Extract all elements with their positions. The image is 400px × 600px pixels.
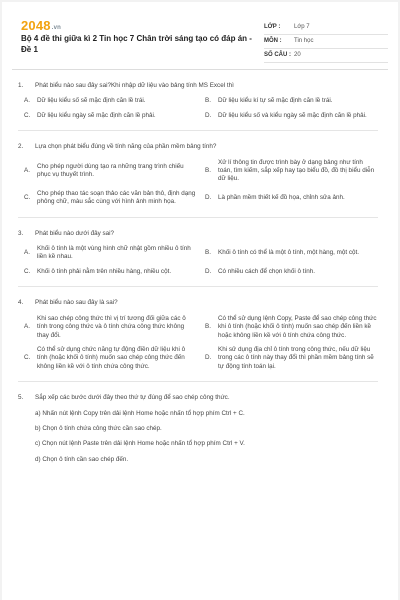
question-4-options	[18, 315, 378, 371]
question-5-steps	[18, 410, 378, 465]
question-1-options	[18, 97, 378, 120]
option-letter: A.	[24, 249, 30, 257]
option-text: Khi sao chép công thức thì vị trí tương đối giữa các ô tính trong công thức và ô tính chứa công thức không thay đổi.	[37, 314, 186, 339]
question-3-options	[18, 245, 378, 276]
meta-value-class: Lớp 7	[294, 24, 310, 30]
option-b[interactable]	[205, 97, 378, 105]
question-text: Phát biểu nào sau đây sai?Khi nhập dữ liệu vào bảng tính MS Excel thì	[35, 82, 234, 89]
question-3	[18, 230, 378, 277]
meta-row-class	[264, 21, 388, 35]
option-a[interactable]	[24, 245, 197, 262]
question-1-stem	[18, 82, 378, 90]
option-c[interactable]	[24, 190, 197, 207]
document-header	[12, 12, 388, 62]
question-2-stem	[18, 143, 378, 151]
question-1	[18, 82, 378, 120]
option-letter: B.	[205, 167, 211, 175]
option-text: Dữ liệu kiểu số sẽ mặc định căn lề trái.	[37, 97, 146, 105]
option-text: Khối ô tính phải nằm trên nhiều hàng, nhiều cột.	[37, 267, 172, 275]
question-number: 3.	[18, 229, 24, 237]
option-letter: B.	[205, 249, 211, 257]
question-5	[18, 394, 378, 464]
option-letter: C.	[24, 354, 31, 362]
site-logo[interactable]	[21, 18, 61, 33]
option-b[interactable]	[205, 249, 378, 257]
option-text: Có thể sử dụng chức năng tự động điền dữ liệu khi ô tính (hoặc khối ô tính) muốn sao chép công thức đến không liền kề với ô tính chứa công thức.	[37, 345, 186, 370]
step-line: b) Chọn ô tính chứa công thức cần sao chép.	[35, 424, 162, 432]
document-page	[2, 2, 398, 600]
meta-value-subject: Tin học	[294, 38, 314, 44]
option-letter: A.	[24, 167, 30, 175]
option-letter: D.	[205, 354, 212, 362]
question-5-stem	[18, 394, 378, 402]
step-line: c) Chọn nút lệnh Paste trên dải lệnh Home hoặc nhấn tổ hợp phím Ctrl + V.	[35, 440, 245, 448]
meta-row-count	[264, 49, 388, 63]
option-letter: D.	[205, 267, 212, 275]
option-b[interactable]	[205, 315, 378, 340]
option-d[interactable]	[205, 194, 378, 202]
question-4	[18, 299, 378, 371]
option-letter: A.	[24, 323, 30, 331]
option-text: Dữ liệu kiểu số và kiểu ngày sẽ mặc định căn lề phải.	[218, 111, 367, 119]
option-c[interactable]	[24, 346, 197, 371]
option-d[interactable]	[205, 112, 378, 120]
document-meta	[264, 21, 388, 63]
logo-suffix: .vn	[51, 25, 62, 31]
document-title: Bộ 4 đề thi giữa kì 2 Tin học 7 Chân trời sáng tạo có đáp án - Đề 1	[21, 34, 252, 54]
option-c[interactable]	[24, 112, 197, 120]
option-letter: C.	[24, 111, 31, 119]
option-text: Cho phép người dùng tạo ra những trang trình chiếu phục vụ thuyết trình.	[37, 162, 184, 179]
option-text: Là phần mềm thiết kế đồ họa, chỉnh sửa ảnh.	[218, 194, 345, 202]
option-letter: A.	[24, 97, 30, 105]
question-number: 1.	[18, 82, 24, 89]
option-letter: B.	[205, 97, 211, 105]
option-text: Khối ô tính có thể là một ô tính, một hàng, một cột.	[218, 249, 360, 257]
option-letter: D.	[205, 111, 212, 119]
option-b[interactable]	[205, 159, 378, 184]
question-divider	[18, 381, 378, 382]
option-text: Dữ liệu kiểu kí tự sẽ mặc định căn lề trái.	[218, 97, 333, 105]
meta-label-subject: MÔN :	[264, 38, 282, 44]
question-text: Phát biểu nào dưới đây sai?	[35, 229, 115, 237]
option-letter: C.	[24, 267, 31, 275]
question-number: 4.	[18, 299, 24, 307]
option-letter: B.	[205, 323, 211, 331]
option-text: Khối ô tính là một vùng hình chữ nhật gồm nhiều ô tính liền kề nhau.	[37, 245, 191, 261]
option-a[interactable]	[24, 315, 197, 340]
meta-value-count: 20	[294, 52, 301, 58]
option-a[interactable]	[24, 163, 197, 180]
option-text: Dữ liệu kiểu ngày sẽ mặc định căn lề phải.	[37, 111, 156, 119]
option-text: Có nhiều cách để chọn khối ô tính.	[218, 267, 315, 275]
option-c[interactable]	[24, 268, 197, 276]
step-line: d) Chọn ô tính cần sao chép đến.	[35, 455, 129, 463]
meta-row-subject	[264, 35, 388, 49]
option-a[interactable]	[24, 97, 197, 105]
option-text: Xử lí thông tin được trình bày ở dạng bảng như tính toán, tìm kiếm, sắp xếp hay tạo biểu đồ, đồ thị biểu diễn dữ liệu.	[218, 158, 375, 183]
question-2	[18, 143, 378, 206]
question-divider	[18, 130, 378, 131]
question-number: 2.	[18, 143, 24, 151]
option-text: Khi sử dụng địa chỉ ô tính trong công thức, nếu dữ liệu trong các ô tính này thay đổi thì phần mềm bảng tính sẽ tự động tính toán lại.	[218, 345, 374, 370]
meta-label-count: SỐ CÂU :	[264, 52, 291, 58]
question-text: Phát biểu nào sau đây là sai?	[35, 299, 118, 307]
question-number: 5.	[18, 394, 24, 402]
question-divider	[18, 217, 378, 218]
header-divider	[12, 69, 388, 70]
question-4-stem	[18, 299, 378, 307]
option-d[interactable]	[205, 346, 378, 371]
option-letter: D.	[205, 194, 212, 202]
question-2-options	[18, 159, 378, 207]
option-text: Có thể sử dụng lệnh Copy, Paste để sao chép công thức khi ô tính (hoặc khối ô tính) muốn sao chép đến liền kề hoặc không liền kề với ô tính chứa công thức.	[218, 314, 377, 339]
option-text: Cho phép thao tác soạn thảo các văn bản thô, định dạng phông chữ, màu sắc cùng với hình ảnh minh họa.	[37, 189, 196, 206]
meta-label-class: LỚP :	[264, 24, 281, 30]
step-line: a) Nhấn nút lệnh Copy trên dải lệnh Home hoặc nhấn tổ hợp phím Ctrl + C.	[35, 409, 245, 417]
question-divider	[18, 286, 378, 287]
option-d[interactable]	[205, 268, 378, 276]
question-text: Sắp xếp các bước dưới đây theo thứ tự đúng để sao chép công thức.	[35, 394, 230, 402]
logo-text: 2048	[21, 18, 51, 33]
question-3-stem	[18, 230, 378, 238]
question-list	[18, 82, 378, 471]
question-text: Lựa chọn phát biểu đúng về tính năng của phần mềm bảng tính?	[35, 143, 217, 151]
option-letter: C.	[24, 194, 31, 202]
